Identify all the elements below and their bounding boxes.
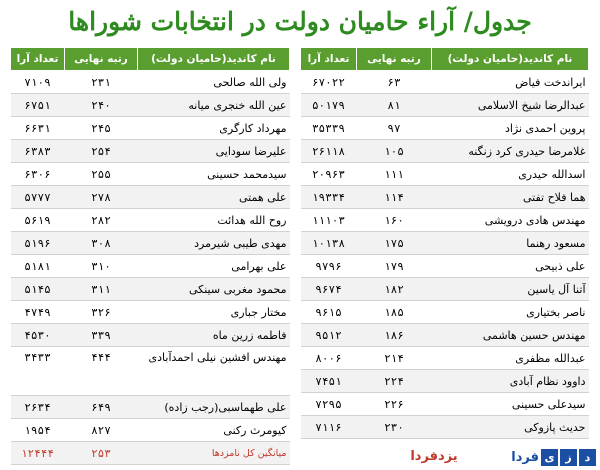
table-row bbox=[301, 324, 589, 347]
table-row bbox=[11, 94, 290, 117]
table-row bbox=[301, 209, 589, 232]
header-votes: تعداد آرا bbox=[301, 48, 357, 71]
final-rank: ۱۶۰ bbox=[357, 209, 432, 232]
final-rank: ۱۰۵ bbox=[357, 140, 432, 163]
table-row bbox=[11, 278, 290, 301]
table-header-row bbox=[11, 48, 290, 71]
table-row bbox=[301, 347, 589, 370]
final-rank: ۲۵۵ bbox=[65, 163, 138, 186]
candidate-name: ولی الله صالحی bbox=[138, 71, 290, 94]
final-rank: ۲۲۶ bbox=[357, 393, 432, 416]
candidate-name: مهندس هادی درویشی bbox=[432, 209, 589, 232]
table-row bbox=[11, 232, 290, 255]
average-rank: ۲۵۳ bbox=[65, 442, 138, 465]
average-votes: ۱۲۴۴۴ bbox=[11, 442, 65, 465]
header-rank: رتبه نهایی bbox=[357, 48, 432, 71]
table-row bbox=[301, 393, 589, 416]
candidate-name: مهدی طیبی شیرمرد bbox=[138, 232, 290, 255]
table-row bbox=[11, 396, 290, 419]
candidate-name: ناصر بختیاری bbox=[432, 301, 589, 324]
final-rank: ۸۲۷ bbox=[65, 419, 138, 442]
final-rank: ۲۱۴ bbox=[357, 347, 432, 370]
candidate-name: محمود مغربی سینکی bbox=[138, 278, 290, 301]
table-row bbox=[11, 117, 290, 140]
table-row bbox=[301, 255, 589, 278]
vote-count: ۱۰۱۳۸ bbox=[301, 232, 357, 255]
table-row bbox=[301, 301, 589, 324]
vote-count: ۴۷۴۹ bbox=[11, 301, 65, 324]
vote-count: ۵۱۴۵ bbox=[11, 278, 65, 301]
table-row bbox=[11, 255, 290, 278]
farda-logo bbox=[478, 446, 596, 468]
vote-count: ۵۱۹۶ bbox=[11, 232, 65, 255]
candidate-name: مختار جباری bbox=[138, 301, 290, 324]
candidate-name: عبدالرضا شیخ الاسلامی bbox=[432, 94, 589, 117]
table-row bbox=[301, 140, 589, 163]
candidate-name: اسدالله حیدری bbox=[432, 163, 589, 186]
candidate-name: علی ذبیحی bbox=[432, 255, 589, 278]
yazdfarda-logo: یزدفردا bbox=[410, 449, 458, 464]
vote-count: ۵۰۱۷۹ bbox=[301, 94, 357, 117]
table-row bbox=[11, 347, 290, 396]
final-rank: ۲۴۵ bbox=[65, 117, 138, 140]
candidate-name: داوود نظام آبادی bbox=[432, 370, 589, 393]
table-row bbox=[11, 163, 290, 186]
final-rank: ۱۷۹ bbox=[357, 255, 432, 278]
final-rank: ۱۸۲ bbox=[357, 278, 432, 301]
page-title: جدول/ آراء حامیان دولت در انتخابات شوراها bbox=[68, 7, 532, 36]
final-rank: ۲۵۴ bbox=[65, 140, 138, 163]
final-rank: ۱۱۱ bbox=[357, 163, 432, 186]
logo-letter: ز bbox=[560, 449, 577, 466]
final-rank: ۲۳۱ bbox=[65, 71, 138, 94]
table-row bbox=[301, 416, 589, 439]
candidate-name: هما فلاح تفتی bbox=[432, 186, 589, 209]
candidate-name: حدیث پازوکی bbox=[432, 416, 589, 439]
table-header-row bbox=[301, 48, 589, 71]
candidate-name: سیدمحمد حسینی bbox=[138, 163, 290, 186]
table-row bbox=[301, 278, 589, 301]
candidate-name: مسعود رهنما bbox=[432, 232, 589, 255]
table-body bbox=[11, 71, 290, 465]
table-row bbox=[11, 186, 290, 209]
header-name: نام کاندید(حامیان دولت) bbox=[138, 48, 290, 71]
candidate-name: روح الله هدائت bbox=[138, 209, 290, 232]
candidate-name: آتنا آل یاسین bbox=[432, 278, 589, 301]
vote-count: ۶۶۳۱ bbox=[11, 117, 65, 140]
final-rank: ۳۱۱ bbox=[65, 278, 138, 301]
candidate-name: پروین احمدی نژاد bbox=[432, 117, 589, 140]
vote-count: ۷۴۵۱ bbox=[301, 370, 357, 393]
logo-word: فردا bbox=[511, 449, 539, 465]
header-name: نام کاندید(حامیان دولت) bbox=[432, 48, 589, 71]
candidate-name: علیرضا سودایی bbox=[138, 140, 290, 163]
table-row bbox=[11, 71, 290, 94]
vote-count: ۷۱۱۶ bbox=[301, 416, 357, 439]
candidate-name: سیدعلی حسینی bbox=[432, 393, 589, 416]
final-rank: ۶۳ bbox=[357, 71, 432, 94]
table-body bbox=[301, 71, 589, 439]
vote-count: ۵۱۸۱ bbox=[11, 255, 65, 278]
vote-count: ۶۷۰۲۲ bbox=[301, 71, 357, 94]
table-row bbox=[301, 163, 589, 186]
vote-count: ۴۵۳۰ bbox=[11, 324, 65, 347]
candidate-name: مهندس حسین هاشمی bbox=[432, 324, 589, 347]
vote-count: ۷۱۰۹ bbox=[11, 71, 65, 94]
final-rank: ۳۳۹ bbox=[65, 324, 138, 347]
table-row bbox=[301, 94, 589, 117]
candidate-name: علی طهماسبی(رجب زاده) bbox=[138, 396, 290, 419]
final-rank: ۸۱ bbox=[357, 94, 432, 117]
header-votes: تعداد آرا bbox=[11, 48, 65, 71]
candidate-name: فاطمه زرین ماه bbox=[138, 324, 290, 347]
final-rank: ۳۰۸ bbox=[65, 232, 138, 255]
vote-count: ۲۰۹۶۳ bbox=[301, 163, 357, 186]
candidate-name: علی بهرامی bbox=[138, 255, 290, 278]
table-row bbox=[301, 71, 589, 94]
final-rank: ۲۷۸ bbox=[65, 186, 138, 209]
logo-letter: ی bbox=[541, 449, 558, 466]
final-rank: ۲۲۴ bbox=[357, 370, 432, 393]
final-rank: ۴۴۴ bbox=[65, 347, 138, 396]
vote-count: ۶۷۵۱ bbox=[11, 94, 65, 117]
vote-count: ۱۱۱۰۳ bbox=[301, 209, 357, 232]
results-table-right bbox=[300, 47, 589, 439]
candidate-name: عبدالله مظفری bbox=[432, 347, 589, 370]
table-row bbox=[11, 209, 290, 232]
final-rank: ۲۸۲ bbox=[65, 209, 138, 232]
final-rank: ۹۷ bbox=[357, 117, 432, 140]
table-footer-row bbox=[11, 442, 290, 465]
table-row bbox=[301, 370, 589, 393]
vote-count: ۵۶۱۹ bbox=[11, 209, 65, 232]
final-rank: ۱۷۵ bbox=[357, 232, 432, 255]
vote-count: ۸۰۰۶ bbox=[301, 347, 357, 370]
candidate-name: علی همتی bbox=[138, 186, 290, 209]
candidate-name: ایراندخت فیاض bbox=[432, 71, 589, 94]
vote-count: ۹۶۷۴ bbox=[301, 278, 357, 301]
final-rank: ۱۸۶ bbox=[357, 324, 432, 347]
final-rank: ۲۳۰ bbox=[357, 416, 432, 439]
table-row bbox=[11, 419, 290, 442]
header-rank: رتبه نهایی bbox=[65, 48, 138, 71]
table-row bbox=[301, 186, 589, 209]
table-row bbox=[301, 232, 589, 255]
final-rank: ۶۴۹ bbox=[65, 396, 138, 419]
vote-count: ۹۶۱۵ bbox=[301, 301, 357, 324]
final-rank: ۳۱۰ bbox=[65, 255, 138, 278]
table-row bbox=[301, 117, 589, 140]
vote-count: ۳۴۳۳ bbox=[11, 347, 65, 396]
vote-count: ۵۷۷۷ bbox=[11, 186, 65, 209]
final-rank: ۱۱۴ bbox=[357, 186, 432, 209]
results-table-left bbox=[10, 47, 290, 465]
table-row bbox=[11, 301, 290, 324]
candidate-name: غلامرضا حیدری کرد زنگنه bbox=[432, 140, 589, 163]
candidate-name: مهرداد کارگری bbox=[138, 117, 290, 140]
vote-count: ۶۳۰۶ bbox=[11, 163, 65, 186]
vote-count: ۹۷۹۶ bbox=[301, 255, 357, 278]
vote-count: ۷۲۹۵ bbox=[301, 393, 357, 416]
final-rank: ۱۸۵ bbox=[357, 301, 432, 324]
candidate-name: مهندس افشین نیلی احمدآبادی bbox=[138, 347, 290, 396]
vote-count: ۱۹۵۴ bbox=[11, 419, 65, 442]
candidate-name: کیومرث رکنی bbox=[138, 419, 290, 442]
vote-count: ۱۹۳۳۴ bbox=[301, 186, 357, 209]
table-row bbox=[11, 140, 290, 163]
final-rank: ۳۲۶ bbox=[65, 301, 138, 324]
vote-count: ۲۶۳۴ bbox=[11, 396, 65, 419]
vote-count: ۲۶۱۱۸ bbox=[301, 140, 357, 163]
average-label: میانگین کل نامزدها bbox=[138, 442, 290, 465]
final-rank: ۲۴۰ bbox=[65, 94, 138, 117]
logo-letter: د bbox=[579, 449, 596, 466]
vote-count: ۳۵۳۳۹ bbox=[301, 117, 357, 140]
vote-count: ۹۵۱۲ bbox=[301, 324, 357, 347]
table-row bbox=[11, 324, 290, 347]
candidate-name: عین الله خنجری میانه bbox=[138, 94, 290, 117]
vote-count: ۶۳۸۳ bbox=[11, 140, 65, 163]
